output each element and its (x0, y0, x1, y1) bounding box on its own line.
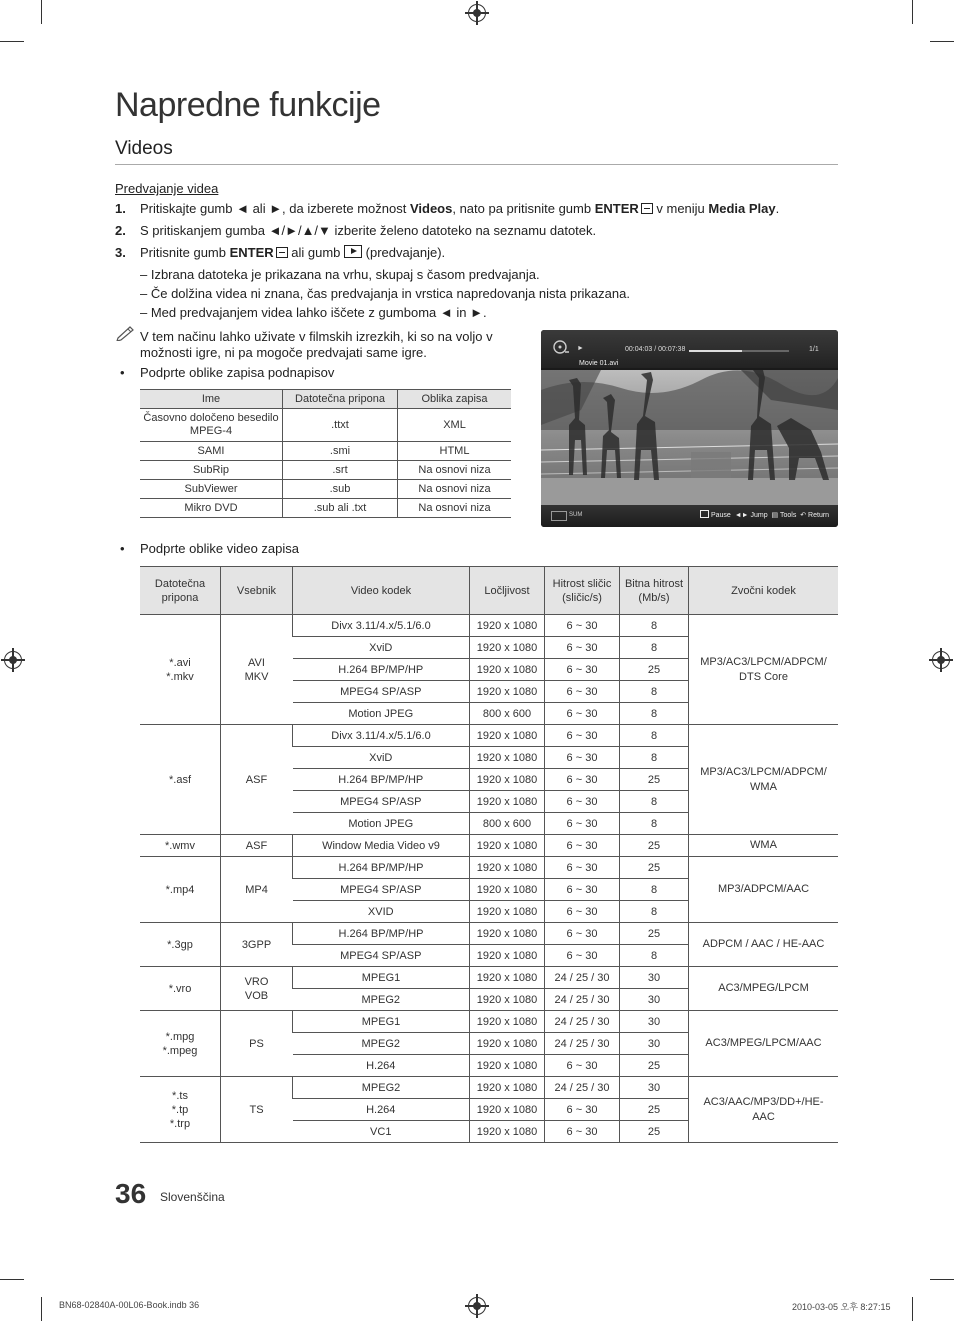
table-cell: 1920 x 1080 (470, 747, 545, 769)
table-header: Hitrost sličic (sličic/s) (545, 567, 620, 615)
table-row (140, 1077, 838, 1099)
table-cell: H.264 BP/MP/HP (293, 769, 470, 791)
step-2 (115, 222, 815, 240)
table-cell: 8 (620, 725, 689, 747)
table-cell: 1920 x 1080 (470, 637, 545, 659)
enter-icon (641, 203, 653, 214)
table-cell: Časovno določeno besedilo MPEG-4 (140, 409, 283, 442)
table-cell: 1920 x 1080 (470, 857, 545, 879)
table-header: Datotečna pripona (140, 567, 221, 615)
table-cell: 8 (620, 637, 689, 659)
table-cell: XVID (293, 901, 470, 923)
table-cell: .sub ali .txt (283, 499, 398, 518)
table-cell: 1920 x 1080 (470, 659, 545, 681)
player-filename: Movie 01.avi (579, 360, 619, 367)
table-row (140, 725, 838, 747)
step-text-part: Pritiskajte gumb ◄ ali ►, da izberete možnost (140, 201, 410, 216)
memo-icon (116, 325, 136, 346)
table-cell: 30 (620, 1033, 689, 1055)
audio-codec-cell: AC3/MPEG/LPCM/AAC (689, 1011, 839, 1077)
registration-mark-icon (468, 1297, 486, 1315)
audio-codec-cell: MP3/AC3/LPCM/ADPCM/ DTS Core (689, 615, 839, 725)
movie-reel-icon (553, 340, 569, 359)
extension-cell: *.asf (140, 725, 221, 835)
note-line: – Med predvajanjem videa lahko iščete z gumboma ◄ in ►. (140, 305, 487, 320)
extension-cell: *.mpg *.mpeg (140, 1011, 221, 1077)
table-cell: Window Media Video v9 (293, 835, 470, 857)
table-row (140, 1011, 838, 1033)
table-cell: 8 (620, 879, 689, 901)
crop-mark (912, 1297, 913, 1321)
section-title: Videos (115, 138, 173, 159)
crop-mark (41, 1297, 42, 1321)
table-cell: 1920 x 1080 (470, 1099, 545, 1121)
step-text (140, 244, 445, 262)
table-cell: 25 (620, 1055, 689, 1077)
table-cell: 8 (620, 813, 689, 835)
step-text-part: . (775, 201, 780, 216)
table-cell: Na osnovi niza (398, 461, 512, 480)
bullet-video: Podprte oblike video zapisa (140, 541, 299, 556)
table-cell: Motion JPEG (293, 813, 470, 835)
table-cell: 8 (620, 901, 689, 923)
table-cell: 25 (620, 1121, 689, 1143)
crop-mark (41, 0, 42, 24)
table-cell: 24 / 25 / 30 (545, 1077, 620, 1099)
table-cell: 24 / 25 / 30 (545, 1033, 620, 1055)
page-number: 36 (115, 1178, 147, 1209)
table-cell: 1920 x 1080 (470, 923, 545, 945)
tools-icon: ▤ (771, 512, 779, 519)
table-cell: H.264 (293, 1055, 470, 1077)
table-cell: MPEG4 SP/ASP (293, 945, 470, 967)
table-cell: 1920 x 1080 (470, 615, 545, 637)
player-progress-track[interactable] (689, 350, 789, 352)
table-cell: 1920 x 1080 (470, 1011, 545, 1033)
table-cell: 6 ~ 30 (545, 769, 620, 791)
audio-codec-cell: AC3/AAC/MP3/DD+/HE- AAC (689, 1077, 839, 1143)
step-3 (115, 244, 815, 262)
bullet-icon: • (120, 365, 125, 380)
table-row (140, 442, 511, 461)
table-header: Ločljivost (470, 567, 545, 615)
table-cell: XviD (293, 637, 470, 659)
table-cell: 6 ~ 30 (545, 813, 620, 835)
table-cell: MPEG1 (293, 967, 470, 989)
jump-arrows-icon: ◄► (734, 512, 749, 519)
table-cell: H.264 BP/MP/HP (293, 857, 470, 879)
container-cell: ASF (221, 835, 293, 857)
crop-mark (912, 0, 913, 24)
table-cell: 30 (620, 989, 689, 1011)
table-header: Video kodek (293, 567, 470, 615)
extension-cell: *.wmv (140, 835, 221, 857)
table-cell: 6 ~ 30 (545, 703, 620, 725)
subheading: Predvajanje videa (115, 181, 219, 196)
step-text: S pritiskanjem gumba ◄/►/▲/▼ izberite želeno datoteko na seznamu datotek. (140, 223, 597, 238)
table-cell: .smi (283, 442, 398, 461)
table-cell: Na osnovi niza (398, 499, 512, 518)
table-cell: 6 ~ 30 (545, 945, 620, 967)
table-row (140, 835, 838, 857)
table-cell: 25 (620, 857, 689, 879)
table-cell: 30 (620, 1077, 689, 1099)
table-cell: 25 (620, 1099, 689, 1121)
bullet-icon: • (120, 541, 125, 556)
pause-control[interactable]: Pause (710, 512, 731, 519)
container-cell: PS (221, 1011, 293, 1077)
table-header: Ime (140, 390, 283, 409)
step-text-part: Pritisnite gumb (140, 245, 230, 260)
registration-mark-icon (468, 4, 486, 22)
table-cell: 6 ~ 30 (545, 681, 620, 703)
table-cell: 6 ~ 30 (545, 747, 620, 769)
table-cell: Divx 3.11/4.x/5.1/6.0 (293, 725, 470, 747)
subtitle-formats-table (140, 389, 511, 518)
table-cell: 6 ~ 30 (545, 1121, 620, 1143)
step-1 (115, 200, 815, 218)
table-cell: 8 (620, 791, 689, 813)
table-cell: VC1 (293, 1121, 470, 1143)
video-frame-image (541, 370, 838, 505)
registration-mark-icon (932, 651, 950, 669)
table-cell: 1920 x 1080 (470, 1077, 545, 1099)
table-cell: 1920 x 1080 (470, 1033, 545, 1055)
table-cell: H.264 BP/MP/HP (293, 659, 470, 681)
audio-codec-cell: AC3/MPEG/LPCM (689, 967, 839, 1011)
crop-mark (930, 41, 954, 42)
table-cell: 6 ~ 30 (545, 857, 620, 879)
table-cell: 6 ~ 30 (545, 615, 620, 637)
table-cell: 6 ~ 30 (545, 725, 620, 747)
table-cell: MPEG4 SP/ASP (293, 791, 470, 813)
table-cell: 8 (620, 681, 689, 703)
step-text-part: , nato pa pritisnite gumb (452, 201, 595, 216)
table-cell: 8 (620, 945, 689, 967)
table-cell: 800 x 600 (470, 703, 545, 725)
table-cell: 24 / 25 / 30 (545, 1011, 620, 1033)
crop-mark (0, 1279, 24, 1280)
table-header: Bitna hitrost (Mb/s) (620, 567, 689, 615)
table-cell: 1920 x 1080 (470, 879, 545, 901)
container-cell: 3GPP (221, 923, 293, 967)
table-cell: H.264 BP/MP/HP (293, 923, 470, 945)
table-cell: 1920 x 1080 (470, 835, 545, 857)
memo-text-line: možnosti igre, ni pa mogoče predvajati same igre. (140, 345, 427, 360)
container-cell: MP4 (221, 857, 293, 923)
crop-mark (930, 1279, 954, 1280)
play-icon (344, 245, 362, 258)
player-controls (700, 510, 829, 519)
step-text-part: ali gumb (287, 245, 345, 260)
table-cell: .ttxt (283, 409, 398, 442)
table-cell: SubRip (140, 461, 283, 480)
table-cell: 1920 x 1080 (470, 769, 545, 791)
table-cell: 1920 x 1080 (470, 725, 545, 747)
table-cell: MPEG2 (293, 1077, 470, 1099)
extension-cell: *.mp4 (140, 857, 221, 923)
audio-codec-cell: ADPCM / AAC / HE-AAC (689, 923, 839, 967)
table-cell: 24 / 25 / 30 (545, 989, 620, 1011)
extension-cell: *.3gp (140, 923, 221, 967)
memo-text-line: V tem načinu lahko uživate v filmskih izrezkih, ki so na voljo v (140, 329, 493, 344)
table-cell: 8 (620, 747, 689, 769)
table-cell: 6 ~ 30 (545, 879, 620, 901)
registration-mark-icon (4, 651, 22, 669)
table-header: Datotečna pripona (283, 390, 398, 409)
table-cell: XviD (293, 747, 470, 769)
table-cell: 6 ~ 30 (545, 791, 620, 813)
step-text-part: (predvajanje). (362, 245, 446, 260)
page-title: Napredne funkcije (115, 86, 381, 124)
table-cell: SAMI (140, 442, 283, 461)
table-row (140, 923, 838, 945)
table-cell: .sub (283, 480, 398, 499)
divider (115, 164, 838, 165)
table-cell: 8 (620, 703, 689, 725)
player-screenshot (541, 330, 838, 527)
table-row (140, 857, 838, 879)
table-cell: 6 ~ 30 (545, 637, 620, 659)
device-name: SUM (569, 512, 583, 518)
table-cell: 6 ~ 30 (545, 923, 620, 945)
table-cell: .srt (283, 461, 398, 480)
table-cell: 1920 x 1080 (470, 967, 545, 989)
jump-control[interactable]: Jump (750, 512, 768, 519)
bullet-subtitles: Podprte oblike zapisa podnapisov (140, 365, 335, 380)
table-cell: 1920 x 1080 (470, 901, 545, 923)
audio-codec-cell: MP3/ADPCM/AAC (689, 857, 839, 923)
table-cell: 30 (620, 1011, 689, 1033)
step-number: 1. (115, 201, 126, 216)
audio-codec-cell: WMA (689, 835, 839, 857)
table-cell: 6 ~ 30 (545, 835, 620, 857)
table-cell: SubViewer (140, 480, 283, 499)
table-cell: 25 (620, 769, 689, 791)
table-row (140, 461, 511, 480)
container-cell: AVI MKV (221, 615, 293, 725)
table-cell: MPEG2 (293, 989, 470, 1011)
table-cell: MPEG1 (293, 1011, 470, 1033)
table-cell: 25 (620, 835, 689, 857)
step-number: 2. (115, 223, 126, 238)
step-bold: Media Play (708, 201, 776, 216)
container-cell: VRO VOB (221, 967, 293, 1011)
note-line: – Če dolžina videa ni znana, čas predvajanja in vrstica napredovanja nista prikazana. (140, 286, 630, 301)
table-row (140, 499, 511, 518)
table-cell: 6 ~ 30 (545, 1055, 620, 1077)
table-cell: 1920 x 1080 (470, 791, 545, 813)
table-cell: 1920 x 1080 (470, 1055, 545, 1077)
table-cell: Divx 3.11/4.x/5.1/6.0 (293, 615, 470, 637)
table-cell: MPEG4 SP/ASP (293, 681, 470, 703)
extension-cell: *.ts *.tp *.trp (140, 1077, 221, 1143)
return-control[interactable]: Return (808, 512, 830, 519)
player-progress-fill (689, 350, 742, 352)
table-cell: 25 (620, 659, 689, 681)
table-header: Zvočni kodek (689, 567, 839, 615)
extension-cell: *.avi *.mkv (140, 615, 221, 725)
table-cell: 24 / 25 / 30 (545, 967, 620, 989)
step-text (140, 200, 779, 218)
tools-control[interactable]: Tools (779, 512, 797, 519)
table-cell: 1920 x 1080 (470, 945, 545, 967)
table-cell: Mikro DVD (140, 499, 283, 518)
table-cell: MPEG4 SP/ASP (293, 879, 470, 901)
table-cell: H.264 (293, 1099, 470, 1121)
return-icon: ↶ (800, 512, 807, 519)
crop-mark (0, 41, 24, 42)
table-cell: 6 ~ 30 (545, 1099, 620, 1121)
table-header: Oblika zapisa (398, 390, 512, 409)
footer-file: BN68-02840A-00L06-Book.indb 36 (59, 1300, 200, 1310)
table-cell: 6 ~ 30 (545, 901, 620, 923)
enter-icon (276, 247, 288, 258)
step-bold: ENTER (594, 201, 639, 216)
usb-device-icon (551, 511, 567, 521)
step-bold: ENTER (229, 245, 274, 260)
table-cell: MPEG2 (293, 1033, 470, 1055)
table-cell: 1920 x 1080 (470, 681, 545, 703)
table-row (140, 480, 511, 499)
table-row (140, 967, 838, 989)
player-time: 00:04:03 / 00:07:38 (625, 346, 686, 353)
language-label: Slovenščina (160, 1190, 225, 1204)
table-cell: 1920 x 1080 (470, 1121, 545, 1143)
table-row (140, 615, 838, 637)
table-cell: XML (398, 409, 512, 442)
table-cell: HTML (398, 442, 512, 461)
table-cell: Motion JPEG (293, 703, 470, 725)
step-bold: Videos (409, 201, 453, 216)
note-line: – Izbrana datoteka je prikazana na vrhu, skupaj s časom predvajanja. (140, 267, 540, 282)
audio-codec-cell: MP3/AC3/LPCM/ADPCM/ WMA (689, 725, 839, 835)
extension-cell: *.vro (140, 967, 221, 1011)
container-cell: TS (221, 1077, 293, 1143)
video-formats-table (140, 566, 838, 1143)
container-cell: ASF (221, 725, 293, 835)
table-cell: 30 (620, 967, 689, 989)
table-cell: 25 (620, 923, 689, 945)
table-cell: Na osnovi niza (398, 480, 512, 499)
enter-icon (700, 510, 709, 518)
table-row (140, 409, 511, 442)
play-indicator: ► (577, 345, 584, 352)
player-page: 1/1 (809, 346, 819, 353)
footer-timestamp: 2010-03-05 오후 8:27:15 (792, 1302, 891, 1312)
table-cell: 8 (620, 615, 689, 637)
table-cell: 6 ~ 30 (545, 659, 620, 681)
table-cell: 800 x 600 (470, 813, 545, 835)
step-text-part: v meniju (652, 201, 709, 216)
step-number: 3. (115, 245, 126, 260)
table-header: Vsebnik (221, 567, 293, 615)
table-cell: 1920 x 1080 (470, 989, 545, 1011)
